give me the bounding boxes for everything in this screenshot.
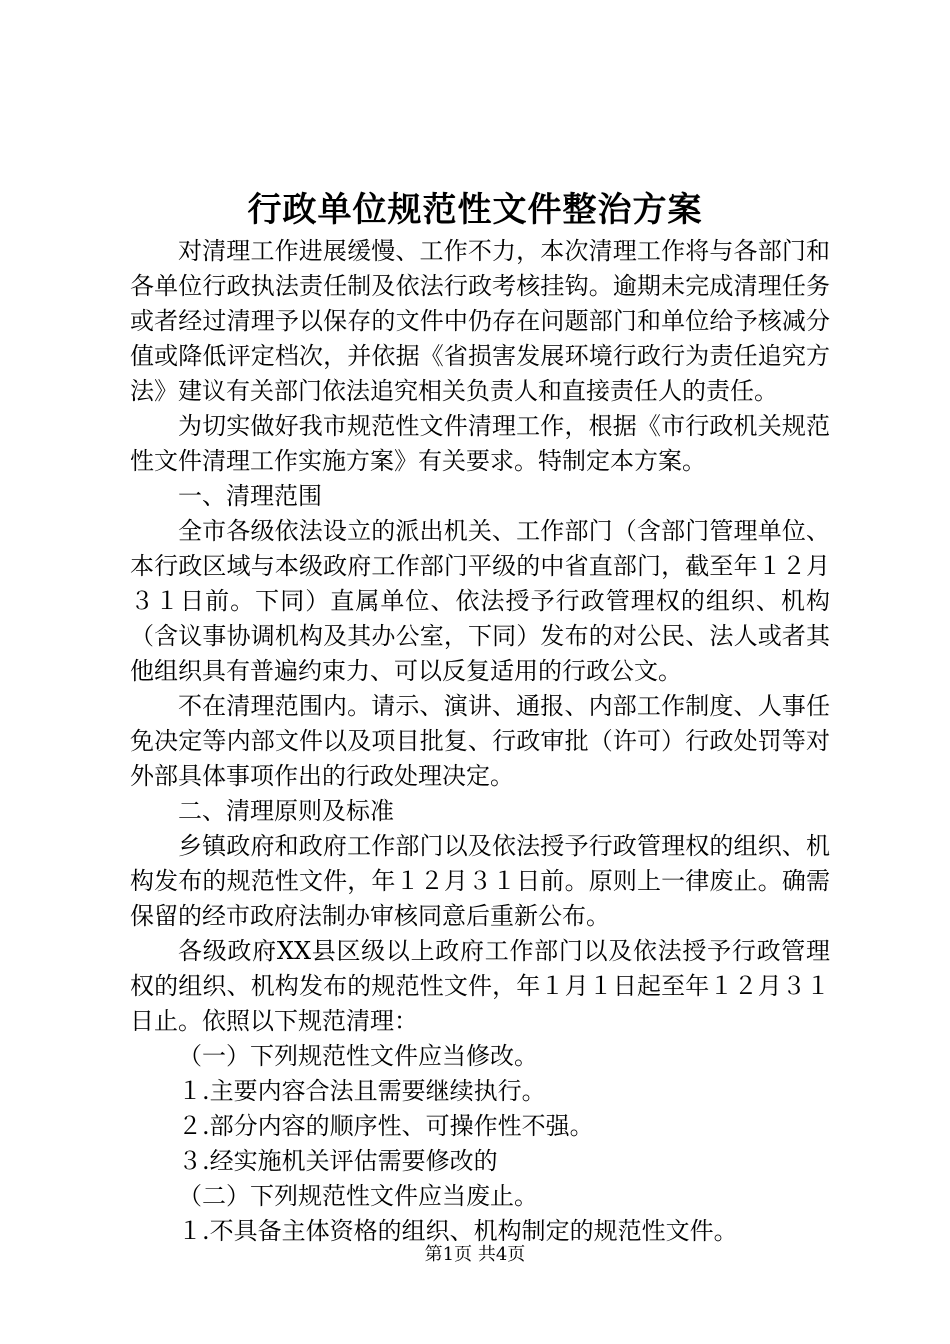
paragraph-county-rules: 各级政府XX县区级以上政府工作部门以及依法授予行政管理权的组织、机构发布的规范性文件，年１月１日起至年１２月３１日止。依照以下规范清理： xyxy=(130,937,830,1035)
list-item-amend-2: ２.部分内容的顺序性、可操作性不强。 xyxy=(178,1112,594,1140)
paragraph-exclusions: 不在清理范围内。请示、演讲、通报、内部工作制度、人事任免决定等内部文件以及项目批复、行政审批（许可）行政处罚等对外部具体事项作出的行政处理决定。 xyxy=(130,692,830,790)
list-item-amend-1: １.主要内容合法且需要继续执行。 xyxy=(178,1077,546,1105)
subheading-amend: （一）下列规范性文件应当修改。 xyxy=(178,1042,538,1070)
section-heading-principles: 二、清理原则及标准 xyxy=(178,797,394,825)
document-title: 行政单位规范性文件整治方案 xyxy=(247,190,703,230)
paragraph-scope: 全市各级依法设立的派出机关、工作部门（含部门管理单位、本行政区域与本级政府工作部门平级的中省直部门，截至年１２月３１日前。下同）直属单位、依法授予行政管理权的组织、机构（含议事协调机构及其办公室，下同）发布的对公民、法人或者其他组织具有普遍约束力、可以反复适用的行政公文。 xyxy=(130,517,830,685)
paragraph-accountability: 对清理工作进展缓慢、工作不力，本次清理工作将与各部门和各单位行政执法责任制及依法行政考核挂钩。逾期未完成清理任务或者经过清理予以保存的文件中仍存在问题部门和单位给予核减分值或降低评定档次，并依据《省损害发展环境行政行为责任追究方法》建议有关部门依法追究相关负责人和直接责任人的责任。 xyxy=(130,237,830,405)
paragraph-township-rules: 乡镇政府和政府工作部门以及依法授予行政管理权的组织、机构发布的规范性文件，年１２月３１日前。原则上一律废止。确需保留的经市政府法制办审核同意后重新公布。 xyxy=(130,832,830,930)
list-item-amend-3: ３.经实施机关评估需要修改的 xyxy=(178,1147,498,1175)
paragraph-purpose: 为切实做好我市规范性文件清理工作，根据《市行政机关规范性文件清理工作实施方案》有关要求。特制定本方案。 xyxy=(130,412,830,475)
page-number-footer: 第1页 共4页 xyxy=(424,1244,526,1265)
subheading-repeal: （二）下列规范性文件应当废止。 xyxy=(178,1182,538,1210)
list-item-repeal-1: １.不具备主体资格的组织、机构制定的规范性文件。 xyxy=(178,1217,738,1245)
section-heading-scope: 一、清理范围 xyxy=(178,482,322,510)
document-body xyxy=(130,234,830,1249)
